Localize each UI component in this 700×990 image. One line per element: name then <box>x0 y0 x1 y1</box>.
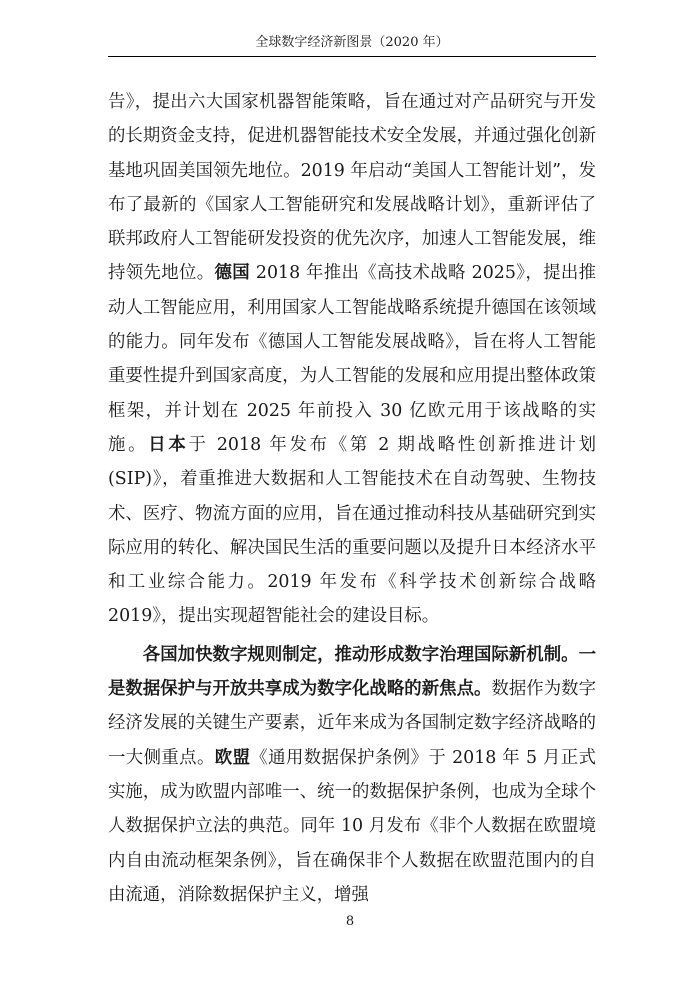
body-text <box>108 85 596 912</box>
text-japan-strategy: 于 2018 年发布《第 2 期战略性创新推进计划(SIP)》，着重推进大数据和人工智能技术在自动驾驶、生物技术、医疗、物流方面的应用，旨在通过推动科技从基础研究到实际应用的转化、解决国民生活的重要问题以及提升日本经济水平和工业综合能力。2019 年发布《科学技术创新综合战略 2019》，提出实现超智能社会的建设目标。 <box>108 434 596 627</box>
text-germany-strategy: 2018 年推出《高技术战略 2025》，提出推动人工智能应用，利用国家人工智能战略系统提升德国在该领域的能力。同年发布《德国人工智能发展战略》，旨在将人工智能重要性提升到国家高度，为人工智能的发展和应用提出整体政策框架，并计划在 2025 年前投入 30 亿欧元用于该战略的实施。 <box>108 263 596 455</box>
page-number: 8 <box>345 914 355 929</box>
paragraph-ai-strategies <box>108 85 596 634</box>
paragraph-digital-rules <box>108 638 596 912</box>
running-header <box>108 30 596 57</box>
bold-japan: 日本 <box>148 434 189 455</box>
text-us-strategy: 告》，提出六大国家机器智能策略，旨在通过对产品研究与开发的长期资金支持，促进机器智能技术安全发展，并通过强化创新基地巩固美国领先地位。2019 年启动“美国人工智能计划”，发布了最新的《国家人工智能研究和发展战略计划》，重新评估了联邦政府人工智能研发投资的优先次序，加速人工智能发展，维持领先地位。 <box>108 92 596 284</box>
text-data-factor: 数据作为数字经济发展的关键生产要素，近年来成为各国制定数字经济战略的一大侧重点。 <box>108 679 596 768</box>
bold-digital-rules-heading: 各国加快数字规则制定，推动形成数字治理国际新机制。一是数据保护与开放共享成为数字化战略的新焦点。 <box>108 644 596 700</box>
page-footer <box>0 913 700 931</box>
bold-eu: 欧盟 <box>214 747 251 768</box>
text-eu-regulation: 《通用数据保护条例》于 2018 年 5 月正式实施，成为欧盟内部唯一、统一的数据保护条例，也成为全球个人数据保护立法的典范。同年 10 月发布《非个人数据在欧盟境内自由流动框架条例》，旨在确保非个人数据在欧盟范围内的自由流通，消除数据保护主义，增强 <box>108 747 596 905</box>
bold-germany: 德国 <box>214 263 250 284</box>
header-title: 全球数字经济新图景（2020 年） <box>255 35 449 50</box>
